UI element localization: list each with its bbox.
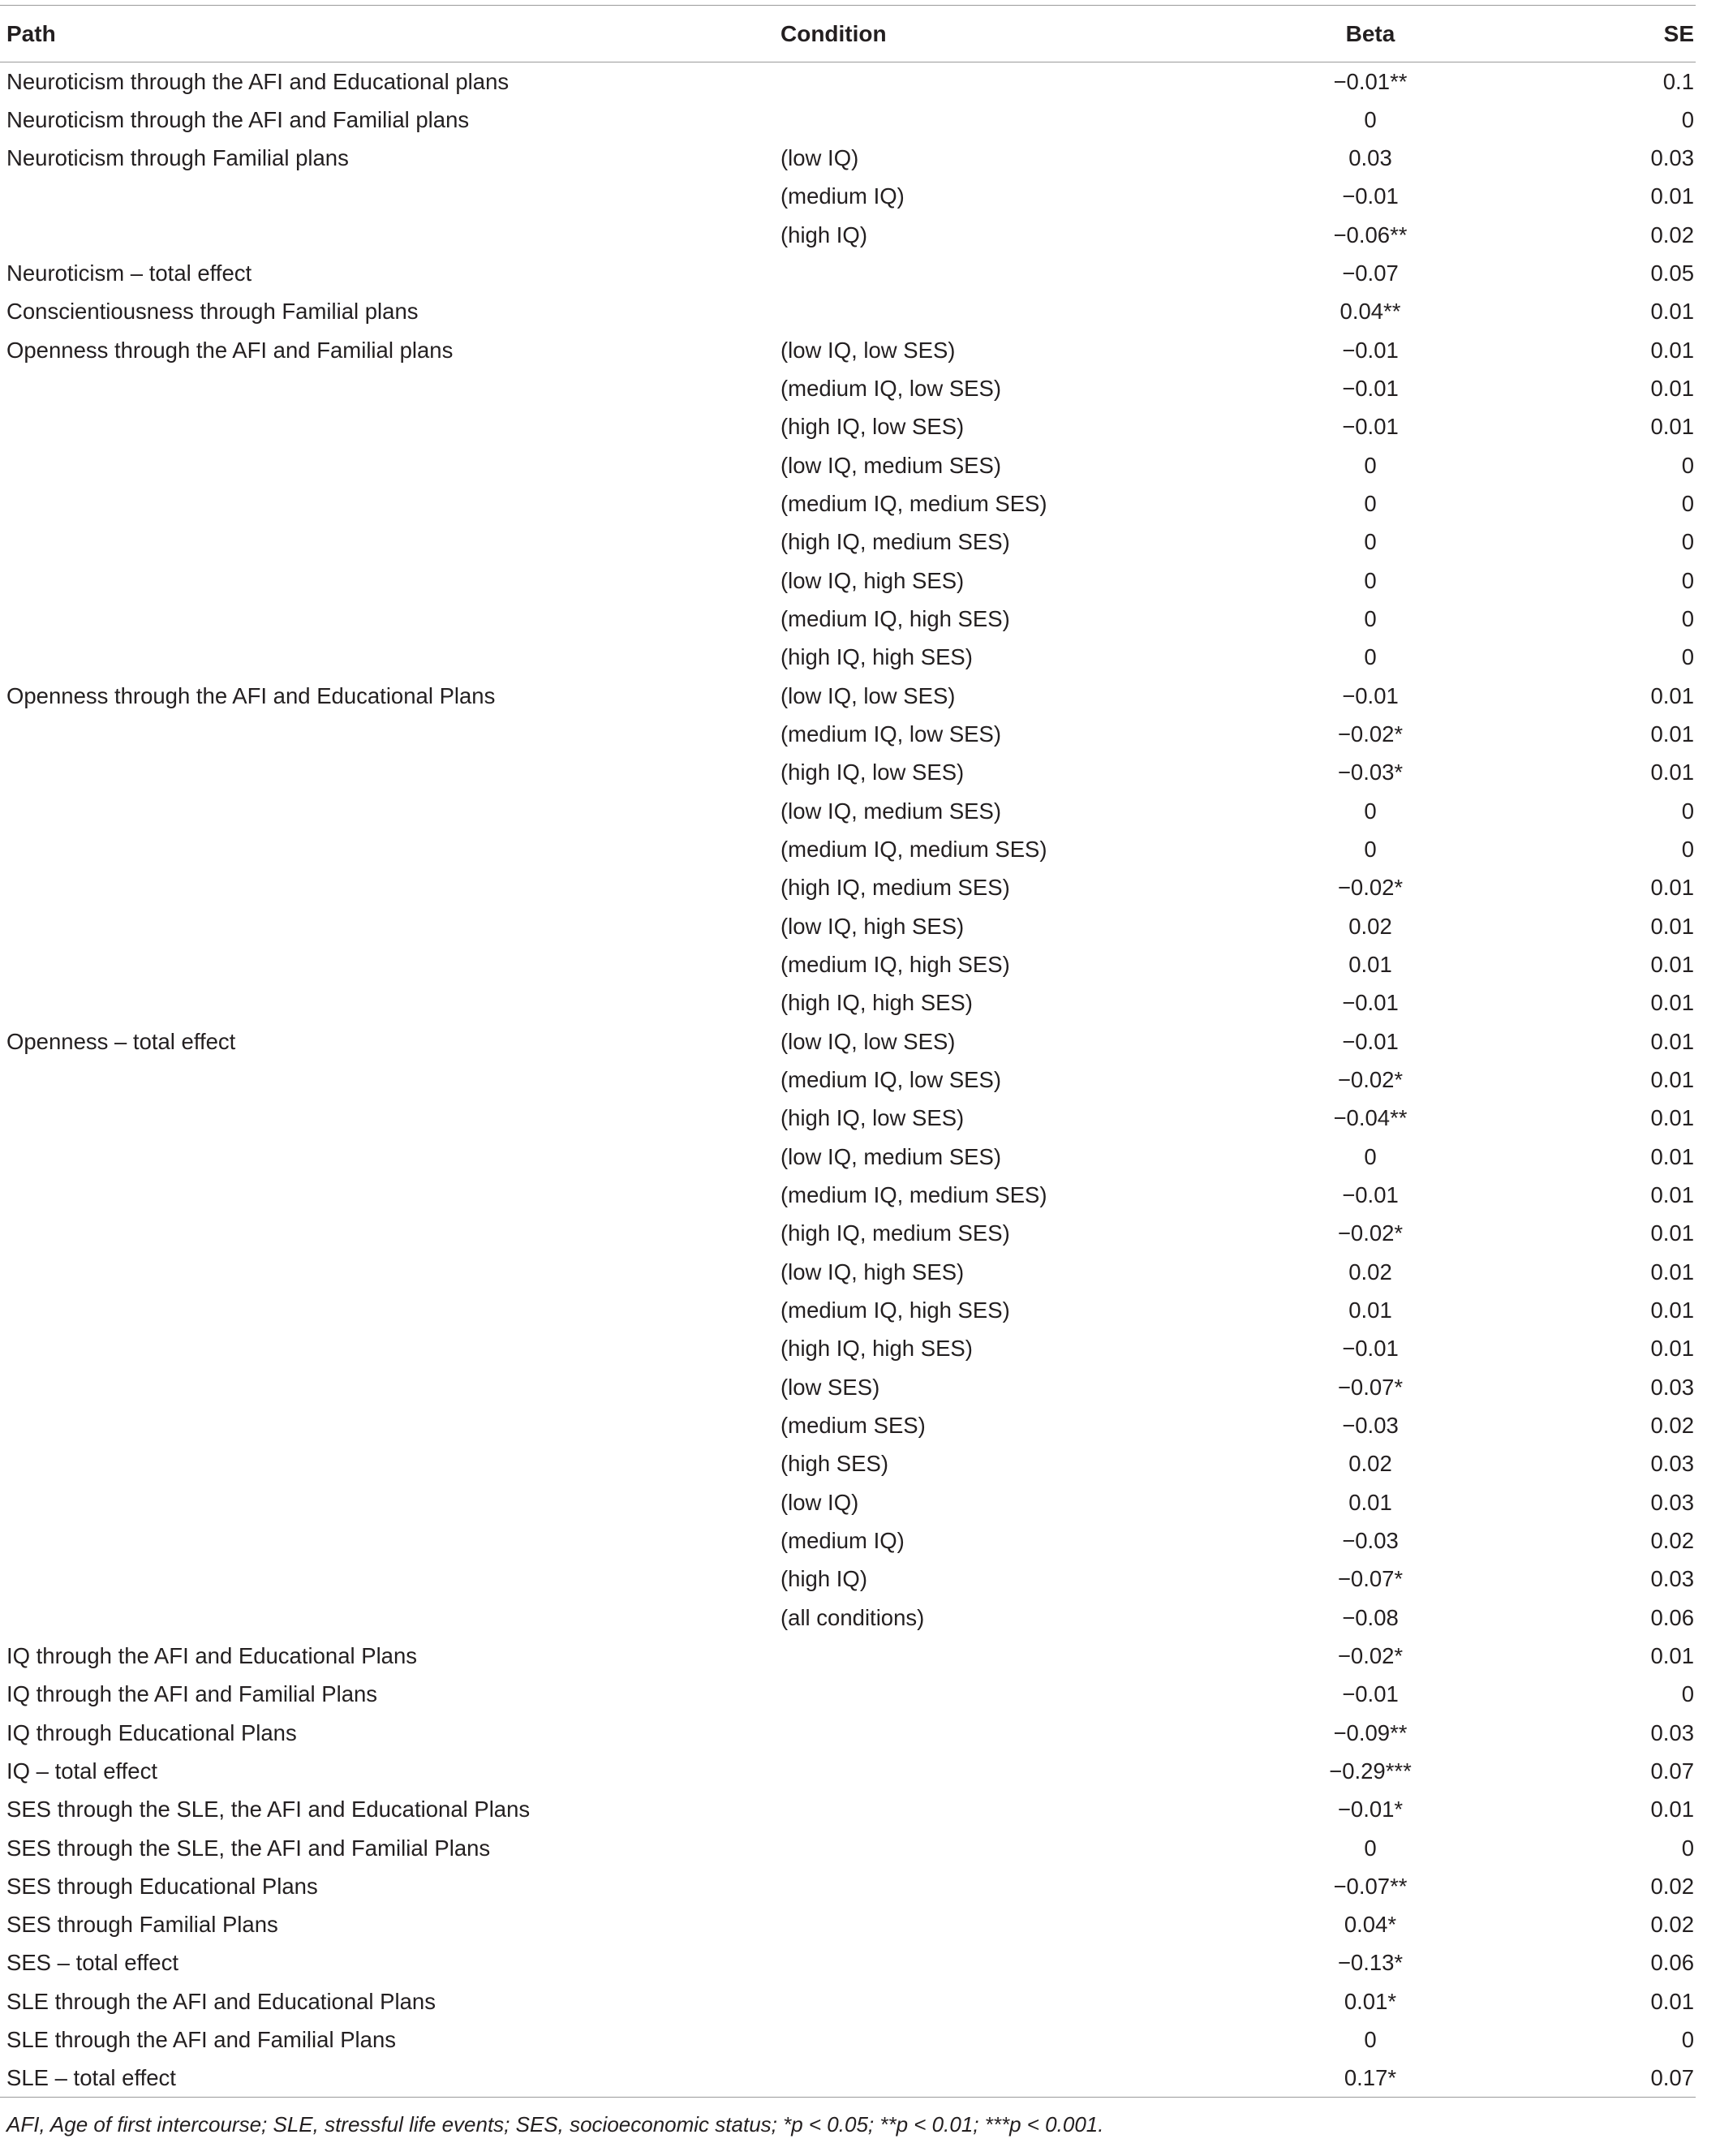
cell-se: 0.01 (1650, 1642, 1694, 1668)
cell-beta: −0.01 (1342, 682, 1399, 708)
cell-se: 0 (1681, 606, 1694, 631)
cell-se: 0.02 (1650, 1873, 1694, 1899)
table-row (0, 1752, 1696, 1790)
header-se: SE (1506, 6, 1696, 62)
cell-path (0, 1099, 780, 1137)
cell-condition (780, 1905, 1235, 1943)
cell-condition: (medium IQ, medium SES) (780, 836, 1047, 862)
table-row (0, 407, 1696, 445)
cell-beta: 0.01 (1348, 1489, 1392, 1515)
cell-se: 0.02 (1650, 222, 1694, 247)
cell-condition: (high IQ, low SES) (780, 760, 965, 785)
table-row (0, 562, 1696, 600)
cell-se: 0.01 (1650, 414, 1694, 440)
cell-condition: (high IQ) (780, 1566, 867, 1592)
cell-condition: (medium IQ) (780, 1527, 905, 1553)
cell-se: 0.01 (1650, 875, 1694, 901)
table-row (0, 177, 1696, 215)
cell-beta: 0 (1364, 491, 1377, 517)
cell-path (0, 1061, 780, 1099)
cell-condition: (low IQ, high SES) (780, 913, 965, 939)
table-row (0, 753, 1696, 791)
cell-condition (780, 101, 1235, 139)
cell-condition (780, 1944, 1235, 1982)
cell-path: SES – total effect (6, 1950, 178, 1976)
cell-path (0, 562, 780, 600)
cell-path (0, 753, 780, 791)
table-row (0, 1637, 1696, 1675)
cell-se: 0.03 (1650, 1489, 1694, 1515)
cell-path: IQ through Educational Plans (6, 1719, 297, 1745)
cell-beta: −0.07* (1337, 1566, 1404, 1592)
table-row (0, 369, 1696, 407)
cell-condition (780, 1637, 1235, 1675)
table-row (0, 1022, 1696, 1061)
table-body (0, 62, 1696, 2098)
table-row (0, 101, 1696, 139)
cell-path: Openness through the AFI and Familial plans (6, 337, 454, 363)
cell-se: 0.1 (1662, 68, 1694, 94)
cell-beta: 0 (1364, 644, 1377, 670)
table-row (0, 139, 1696, 177)
table-row (0, 1521, 1696, 1560)
cell-se: 0.01 (1650, 1028, 1694, 1054)
table-row (0, 1599, 1696, 1637)
table-row (0, 1905, 1696, 1943)
cell-beta: −0.07** (1333, 1873, 1408, 1899)
cell-se: 0.01 (1650, 1143, 1694, 1169)
cell-condition: (high SES) (780, 1451, 888, 1477)
cell-path: IQ through the AFI and Familial Plans (6, 1681, 378, 1707)
table-footnote: AFI, Age of first intercourse; SLE, stressful life events; SES, socioeconomic status; *p < 0.05; **p < 0.01; ***p < 0.001. (6, 2112, 1104, 2137)
cell-path (0, 600, 780, 638)
cell-condition (780, 62, 1235, 101)
cell-path: Openness through the AFI and Educational Plans (6, 682, 496, 708)
cell-path: Neuroticism through the AFI and Educational plans (6, 68, 510, 94)
cell-path (0, 945, 780, 983)
cell-se: 0 (1681, 798, 1694, 824)
cell-se: 0 (1681, 491, 1694, 517)
cell-se: 0 (1681, 836, 1694, 862)
cell-se: 0.03 (1650, 1566, 1694, 1592)
cell-se: 0.01 (1650, 337, 1694, 363)
table-row (0, 907, 1696, 945)
cell-se: 0.02 (1650, 1912, 1694, 1938)
table-row (0, 484, 1696, 523)
table-row (0, 638, 1696, 676)
cell-condition: (low IQ, medium SES) (780, 452, 1002, 478)
cell-se: 0.01 (1650, 1797, 1694, 1822)
cell-beta: −0.13* (1337, 1950, 1404, 1976)
cell-path (0, 983, 780, 1022)
cell-se: 0.02 (1650, 1412, 1694, 1438)
cell-beta: −0.07 (1342, 260, 1399, 286)
cell-condition: (medium IQ, high SES) (780, 606, 1010, 631)
cell-beta: −0.02* (1337, 875, 1404, 901)
cell-condition: (high IQ, medium SES) (780, 875, 1010, 901)
cell-beta: −0.02* (1337, 721, 1404, 747)
cell-se: 0.06 (1650, 1604, 1694, 1630)
cell-condition: (low IQ, medium SES) (780, 1143, 1002, 1169)
table-row (0, 1253, 1696, 1291)
cell-path (0, 523, 780, 561)
cell-path (0, 369, 780, 407)
cell-path (0, 1368, 780, 1406)
table-row (0, 1099, 1696, 1137)
cell-beta: −0.01** (1333, 68, 1408, 94)
cell-beta: 0 (1364, 567, 1377, 593)
table-row (0, 1982, 1696, 2020)
cell-beta: −0.03 (1342, 1527, 1399, 1553)
cell-path (0, 216, 780, 254)
cell-se: 0.01 (1650, 721, 1694, 747)
table-row (0, 1214, 1696, 1252)
cell-se: 0 (1681, 1835, 1694, 1861)
cell-se: 0 (1681, 2027, 1694, 2053)
cell-se: 0 (1681, 567, 1694, 593)
cell-beta: −0.09** (1333, 1719, 1408, 1745)
cell-se: 0.01 (1650, 951, 1694, 977)
cell-condition: (medium IQ, medium SES) (780, 1181, 1047, 1207)
cell-condition: (high IQ) (780, 222, 867, 247)
cell-path (0, 1521, 780, 1560)
table-row (0, 1291, 1696, 1329)
cell-beta: −0.01 (1342, 990, 1399, 1016)
cell-se: 0.05 (1650, 260, 1694, 286)
results-table (0, 5, 1696, 2098)
table-row (0, 792, 1696, 830)
cell-se: 0.01 (1650, 1181, 1694, 1207)
cell-condition: (high IQ, low SES) (780, 1105, 965, 1131)
cell-beta: −0.01 (1342, 376, 1399, 402)
table-row (0, 523, 1696, 561)
cell-path (0, 1214, 780, 1252)
cell-beta: −0.01 (1342, 1181, 1399, 1207)
cell-condition: (low IQ, high SES) (780, 1259, 965, 1285)
cell-condition (780, 254, 1235, 292)
cell-condition (780, 1867, 1235, 1905)
cell-condition: (medium IQ, low SES) (780, 721, 1002, 747)
table-row (0, 830, 1696, 868)
cell-beta: 0 (1364, 606, 1377, 631)
cell-path: SES through Educational Plans (6, 1873, 318, 1899)
cell-condition (780, 292, 1235, 330)
cell-condition: (medium IQ, low SES) (780, 1066, 1002, 1092)
cell-se: 0.01 (1650, 299, 1694, 325)
cell-beta: −0.29*** (1329, 1758, 1412, 1784)
cell-condition: (medium IQ) (780, 183, 905, 209)
cell-beta: −0.04** (1333, 1105, 1408, 1131)
cell-se: 0.03 (1650, 1719, 1694, 1745)
cell-beta: 0 (1364, 1835, 1377, 1861)
table-row (0, 1329, 1696, 1367)
cell-beta: −0.03* (1337, 760, 1404, 785)
cell-beta: −0.01 (1342, 1028, 1399, 1054)
cell-path (0, 1138, 780, 1176)
cell-path: SLE through the AFI and Educational Plans (6, 1988, 436, 2014)
table-row (0, 216, 1696, 254)
cell-se: 0.01 (1650, 1297, 1694, 1323)
table-row (0, 600, 1696, 638)
cell-beta: −0.01 (1342, 183, 1399, 209)
table-row (0, 715, 1696, 753)
table-row (0, 2020, 1696, 2059)
cell-se: 0.03 (1650, 145, 1694, 171)
cell-path (0, 792, 780, 830)
cell-path (0, 1176, 780, 1214)
cell-beta: 0.01* (1344, 1988, 1397, 2014)
table-row (0, 1867, 1696, 1905)
cell-condition: (medium IQ, high SES) (780, 1297, 1010, 1323)
cell-condition: (low IQ) (780, 145, 859, 171)
cell-path (0, 1253, 780, 1291)
table-row (0, 62, 1696, 101)
cell-beta: −0.08 (1342, 1604, 1399, 1630)
cell-beta: 0.02 (1348, 913, 1392, 939)
cell-path (0, 1560, 780, 1598)
cell-condition: (low IQ) (780, 1489, 859, 1515)
cell-beta: −0.02* (1337, 1642, 1404, 1668)
cell-se: 0 (1681, 529, 1694, 555)
cell-condition: (high IQ, high SES) (780, 1336, 973, 1362)
cell-condition: (low IQ, medium SES) (780, 798, 1002, 824)
cell-condition (780, 1982, 1235, 2020)
cell-path: SLE – total effect (0, 2059, 780, 2098)
cell-path: IQ – total effect (6, 1758, 157, 1784)
table-row (0, 1368, 1696, 1406)
cell-beta: −0.03 (1342, 1412, 1399, 1438)
cell-path: Openness – total effect (6, 1028, 236, 1054)
cell-beta: 0 (1364, 798, 1377, 824)
table-row (0, 1714, 1696, 1752)
table-row (0, 1406, 1696, 1444)
cell-path (0, 830, 780, 868)
cell-path (0, 1406, 780, 1444)
cell-se: 0 (1681, 644, 1694, 670)
cell-condition: (high IQ, medium SES) (780, 1220, 1010, 1246)
cell-path (0, 1291, 780, 1329)
cell-path (0, 1329, 780, 1367)
cell-se: 0 (1681, 452, 1694, 478)
cell-se: 0.01 (1650, 990, 1694, 1016)
cell-beta: 0 (1364, 1143, 1377, 1169)
table-header (0, 6, 1696, 62)
cell-se: 0.07 (1650, 1758, 1694, 1784)
cell-beta: 0.01 (1348, 951, 1392, 977)
cell-path: SES through the SLE, the AFI and Educational Plans (6, 1797, 531, 1822)
header-row (0, 6, 1696, 62)
cell-condition (780, 1790, 1235, 1828)
cell-path: IQ through the AFI and Educational Plans (6, 1642, 418, 1668)
cell-condition: (low IQ, low SES) (780, 1028, 956, 1054)
table-row (0, 1483, 1696, 1521)
cell-beta: −0.02* (1337, 1220, 1404, 1246)
table-row (0, 1560, 1696, 1598)
cell-condition: (all conditions) (780, 1604, 925, 1630)
cell-path: Neuroticism through Familial plans (6, 145, 349, 171)
cell-condition: (high IQ, high SES) (780, 644, 973, 670)
cell-beta: 0 (1364, 836, 1377, 862)
cell-beta: −0.01 (1342, 1336, 1399, 1362)
cell-condition: (medium SES) (780, 1412, 926, 1438)
table-row (0, 677, 1696, 715)
cell-condition (780, 1714, 1235, 1752)
table-row (0, 983, 1696, 1022)
cell-beta: −0.01* (1337, 1797, 1404, 1822)
cell-beta: 0.04** (1339, 299, 1401, 325)
cell-beta: −0.07* (1337, 1374, 1404, 1400)
cell-beta: 0 (1364, 452, 1377, 478)
table-row (0, 1829, 1696, 1867)
cell-condition (780, 2020, 1235, 2059)
cell-condition (780, 2059, 1235, 2098)
table-row (0, 1675, 1696, 1713)
table-row (0, 2059, 1696, 2098)
cell-condition: (medium IQ, medium SES) (780, 491, 1047, 517)
cell-se: 0.01 (1650, 376, 1694, 402)
cell-condition: (low IQ, low SES) (780, 682, 956, 708)
table-row (0, 868, 1696, 906)
cell-condition: (medium IQ, low SES) (780, 376, 1002, 402)
cell-beta: 0.17* (1235, 2059, 1506, 2098)
cell-path (0, 407, 780, 445)
cell-se: 0.01 (1650, 1259, 1694, 1285)
cell-path (0, 1599, 780, 1637)
cell-path: Neuroticism through the AFI and Familial plans (6, 106, 470, 132)
cell-path: Neuroticism – total effect (6, 260, 252, 286)
cell-path: Conscientiousness through Familial plans (6, 299, 419, 325)
cell-beta: −0.01 (1342, 337, 1399, 363)
cell-se: 0.01 (1650, 1220, 1694, 1246)
table-row (0, 1138, 1696, 1176)
cell-path (0, 715, 780, 753)
cell-beta: −0.01 (1342, 414, 1399, 440)
cell-condition: (low IQ, high SES) (780, 567, 965, 593)
table-row (0, 446, 1696, 484)
table-row (0, 1944, 1696, 1982)
cell-se: 0.01 (1650, 1066, 1694, 1092)
cell-beta: 0.04* (1344, 1912, 1397, 1938)
cell-condition (780, 1829, 1235, 1867)
cell-beta: 0 (1364, 2027, 1377, 2053)
cell-path: SES through the SLE, the AFI and Familial Plans (6, 1835, 491, 1861)
cell-beta: 0.03 (1348, 145, 1392, 171)
header-beta: Beta (1235, 6, 1506, 62)
cell-se: 0.01 (1650, 1988, 1694, 2014)
cell-se: 0 (1681, 1681, 1694, 1707)
cell-se: 0.06 (1650, 1950, 1694, 1976)
cell-se: 0.01 (1650, 682, 1694, 708)
table-row (0, 1061, 1696, 1099)
cell-path (0, 868, 780, 906)
cell-path (0, 638, 780, 676)
cell-se: 0.07 (1506, 2059, 1696, 2098)
cell-se: 0.01 (1650, 760, 1694, 785)
cell-condition (780, 1675, 1235, 1713)
cell-condition (780, 1752, 1235, 1790)
cell-path (0, 907, 780, 945)
cell-condition: (low IQ, low SES) (780, 337, 956, 363)
cell-beta: 0.01 (1348, 1297, 1392, 1323)
cell-se: 0.01 (1650, 1336, 1694, 1362)
cell-beta: −0.01 (1342, 1681, 1399, 1707)
cell-path (0, 1483, 780, 1521)
cell-beta: 0 (1364, 106, 1377, 132)
table-row (0, 945, 1696, 983)
table-row (0, 1444, 1696, 1483)
table-row (0, 292, 1696, 330)
cell-beta: 0 (1364, 529, 1377, 555)
cell-beta: 0.02 (1348, 1451, 1392, 1477)
cell-condition: (low SES) (780, 1374, 880, 1400)
cell-se: 0.02 (1650, 1527, 1694, 1553)
cell-se: 0.03 (1650, 1451, 1694, 1477)
cell-se: 0.01 (1650, 1105, 1694, 1131)
table-row (0, 1176, 1696, 1214)
cell-path (0, 484, 780, 523)
table-row (0, 254, 1696, 292)
cell-beta: −0.06** (1333, 222, 1408, 247)
cell-se: 0.03 (1650, 1374, 1694, 1400)
cell-condition: (high IQ, high SES) (780, 990, 973, 1016)
table-row (0, 1790, 1696, 1828)
cell-condition: (high IQ, low SES) (780, 414, 965, 440)
table-row (0, 331, 1696, 369)
cell-beta: −0.02* (1337, 1066, 1404, 1092)
cell-path (0, 446, 780, 484)
cell-path (0, 177, 780, 215)
cell-se: 0.01 (1650, 183, 1694, 209)
cell-path: SLE through the AFI and Familial Plans (6, 2027, 396, 2053)
header-path: Path (0, 6, 780, 62)
cell-condition: (high IQ, medium SES) (780, 529, 1010, 555)
cell-condition: (medium IQ, high SES) (780, 951, 1010, 977)
cell-path (0, 1444, 780, 1483)
cell-path: SES through Familial Plans (6, 1912, 278, 1938)
cell-beta: 0.02 (1348, 1259, 1392, 1285)
header-condition: Condition (780, 6, 1235, 62)
cell-se: 0 (1681, 106, 1694, 132)
cell-se: 0.01 (1650, 913, 1694, 939)
